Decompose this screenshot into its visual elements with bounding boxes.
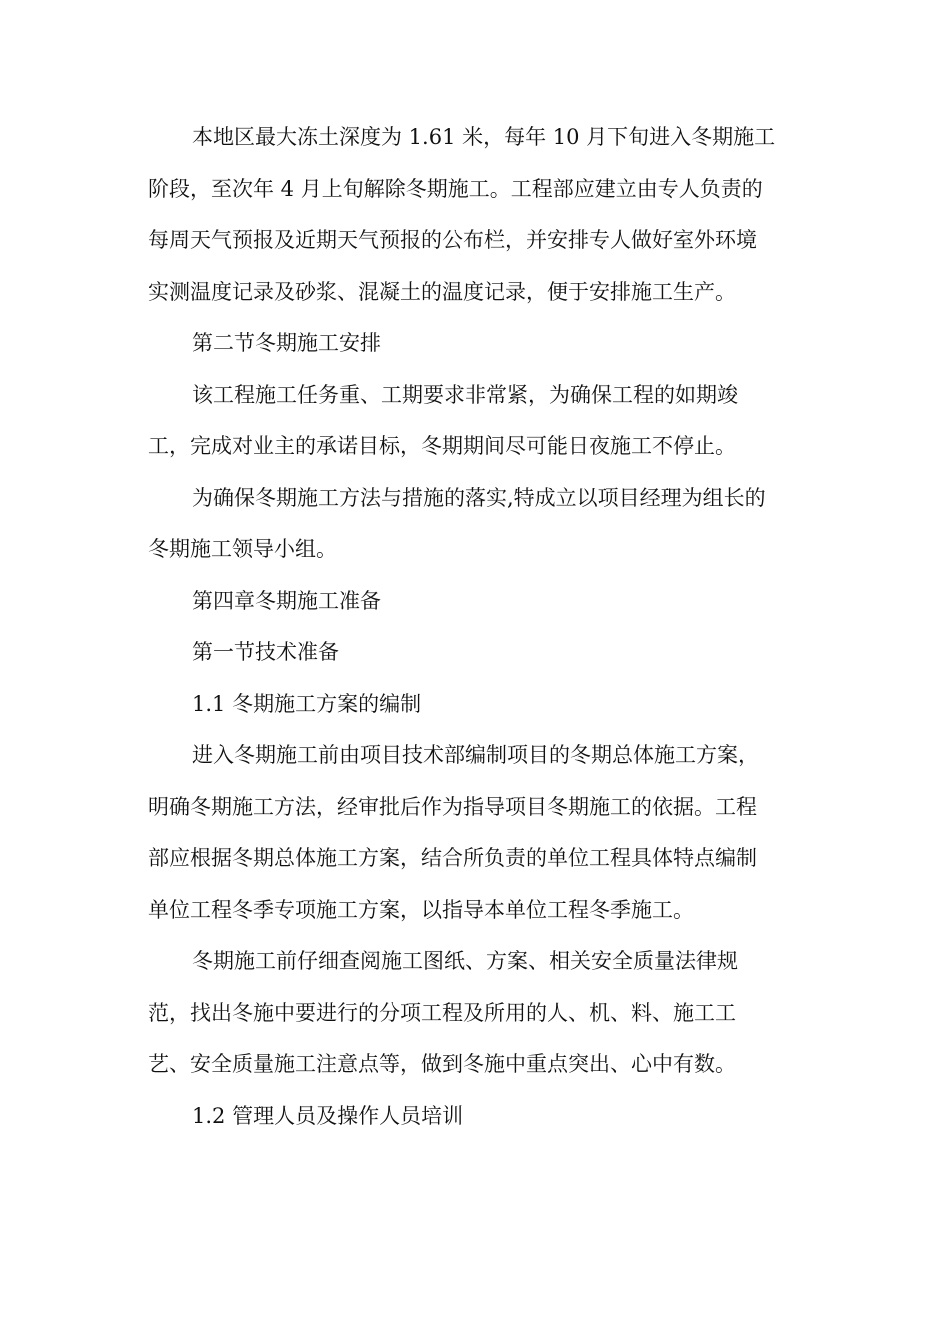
text-line: 实测温度记录及砂浆、混凝土的温度记录，便于安排施工生产。 xyxy=(148,279,736,304)
text-line: 每周天气预报及近期天气预报的公布栏，并安排专人做好室外环境 xyxy=(148,228,757,252)
text-line: 阶段，至次年 4 月上旬解除冬期施工。工程部应建立由专人负责的 xyxy=(148,176,763,201)
text-line: 冬期施工领导小组。 xyxy=(148,537,337,561)
paragraph-plan-preparation xyxy=(148,730,808,936)
text-line: 范，找出冬施中要进行的分项工程及所用的人、机、料、施工工 xyxy=(148,1000,736,1025)
text-line: 单位工程冬季专项施工方案，以指导本单位工程冬季施工。 xyxy=(148,897,694,922)
text-line: 工，完成对业主的承诺目标，冬期期间尽可能日夜施工不停止。 xyxy=(148,434,736,458)
text-line: 进入冬期施工前由项目技术部编制项目的冬期总体施工方案， xyxy=(192,743,759,767)
heading-line: 1.2 管理人员及操作人员培训 xyxy=(192,1103,464,1128)
heading-line: 第四章冬期施工准备 xyxy=(192,588,381,613)
paragraph-frozen-soil xyxy=(148,112,808,318)
document-body xyxy=(148,112,808,1142)
heading-line: 第一节技术准备 xyxy=(192,640,339,664)
subsection-heading xyxy=(148,1091,808,1143)
text-line: 本地区最大冻土深度为 1.61 米，每年 10 月下旬进入冬期施工 xyxy=(192,125,776,149)
paragraph-leadership xyxy=(148,473,808,576)
section-heading xyxy=(148,318,808,370)
text-line: 部应根据冬期总体施工方案，结合所负责的单位工程具体特点编制 xyxy=(148,846,757,870)
text-line: 该工程施工任务重、工期要求非常紧，为确保工程的如期竣 xyxy=(192,382,738,407)
paragraph-schedule xyxy=(148,370,808,473)
heading-line: 1.1 冬期施工方案的编制 xyxy=(192,691,422,716)
subsection-heading xyxy=(148,679,808,731)
chapter-heading xyxy=(148,576,808,628)
text-line: 冬期施工前仔细查阅施工图纸、方案、相关安全质量法律规 xyxy=(192,949,738,973)
text-line: 明确冬期施工方法，经审批后作为指导项目冬期施工的依据。工程 xyxy=(148,794,757,819)
text-line: 艺、安全质量施工注意点等，做到冬施中重点突出、心中有数。 xyxy=(148,1052,736,1076)
text-line: 为确保冬期施工方法与措施的落实,特成立以项目经理为组长的 xyxy=(192,485,766,510)
heading-line: 第二节冬期施工安排 xyxy=(192,331,381,355)
paragraph-drawing-review xyxy=(148,936,808,1091)
section-heading xyxy=(148,627,808,679)
